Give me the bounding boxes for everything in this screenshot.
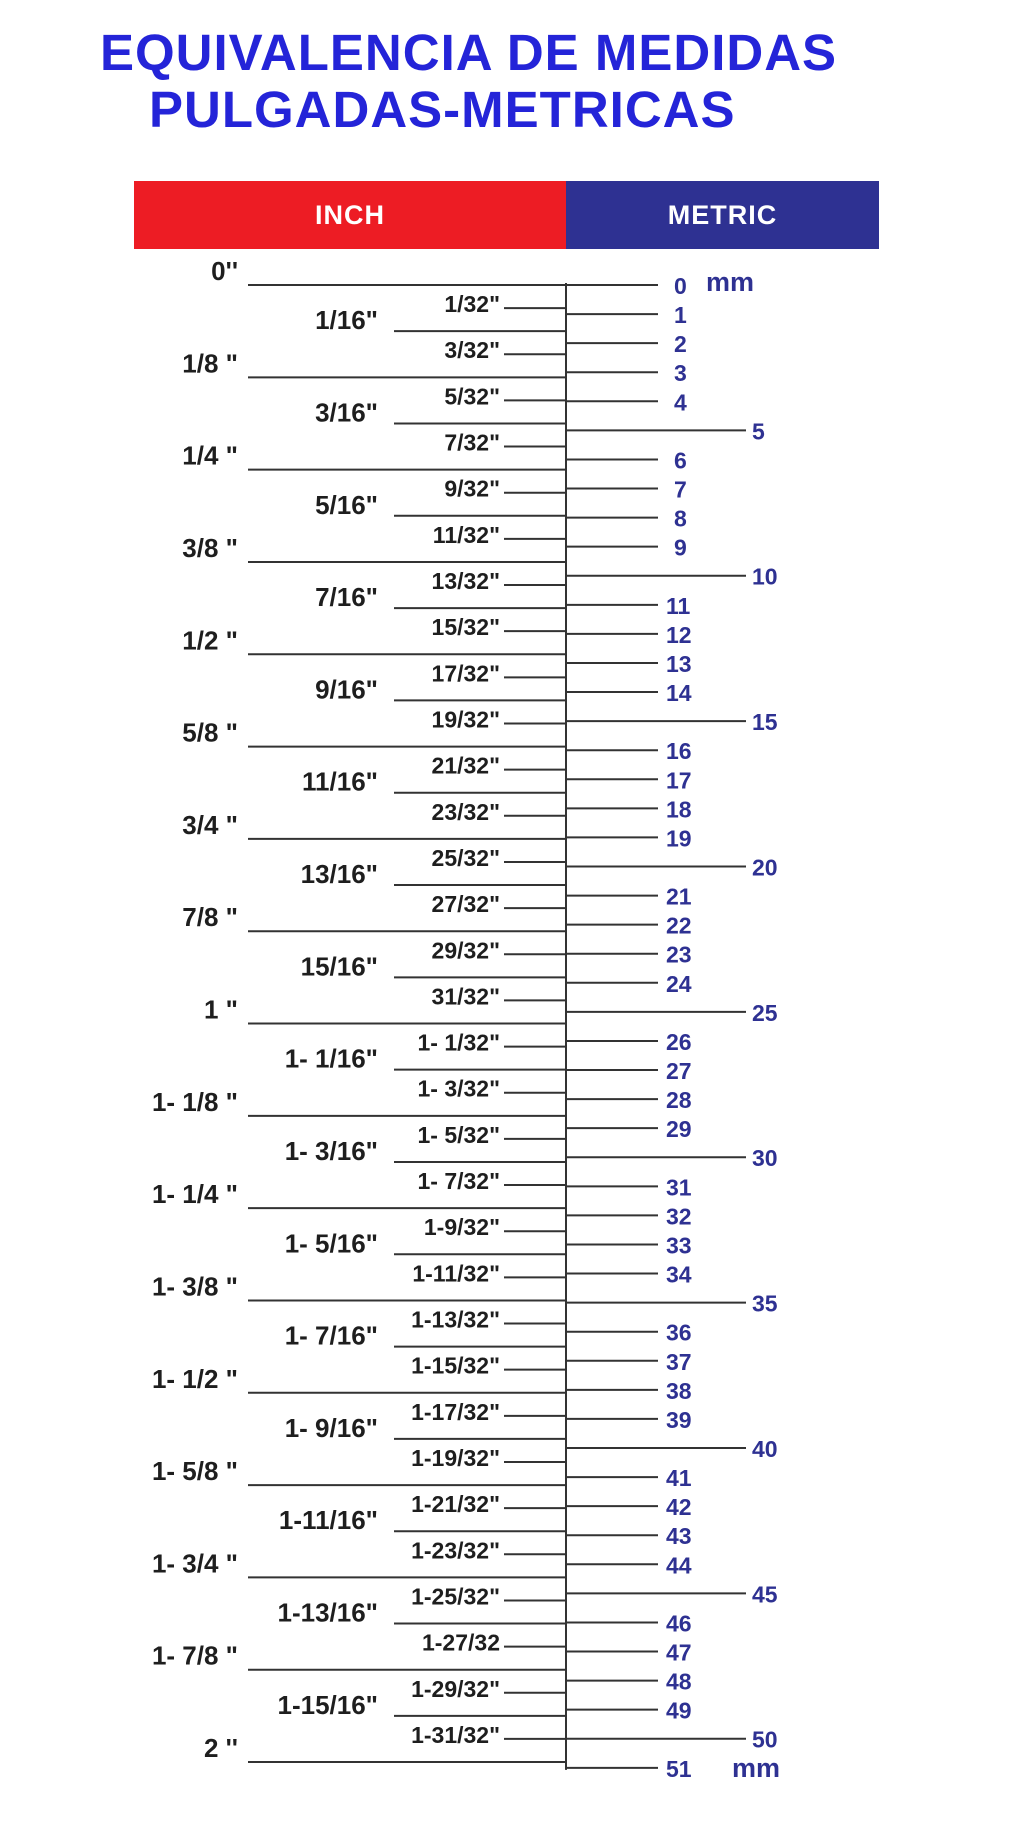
inch-major-label: 1/8 ": [182, 348, 238, 379]
mm-label: 17: [666, 767, 692, 794]
inch-major-label: 3/8 ": [182, 532, 238, 563]
mm-ticks: [566, 285, 746, 1768]
mm-label: 44: [666, 1552, 692, 1579]
inch-major-label: 1- 5/8 ": [151, 1456, 238, 1487]
inch-thirtysecond-label: 1-15/32": [411, 1352, 500, 1379]
inch-sixteenth-label: 1- 7/16": [284, 1320, 378, 1351]
mm-label: 46: [666, 1610, 692, 1637]
mm-label: 4: [674, 389, 687, 416]
inch-major-label: 1/4 ": [182, 440, 238, 471]
inch-thirtysecond-label: 11/32": [432, 521, 500, 548]
mm-label: 34: [666, 1261, 692, 1288]
inch-thirtysecond-label: 1-11/32": [412, 1260, 500, 1287]
mm-label: 11: [666, 592, 691, 619]
inch-thirtysecond-label: 1-27/32: [421, 1629, 500, 1656]
inch-major-label: 1- 7/8 ": [151, 1640, 238, 1671]
mm-label: 15: [752, 709, 778, 736]
mm-label: 49: [666, 1697, 692, 1724]
inch-sixteenth-label: 3/16": [315, 397, 378, 428]
inch-major-label: 1 ": [203, 994, 238, 1025]
inch-thirtysecond-label: 9/32": [444, 475, 500, 502]
mm-label: 22: [666, 912, 692, 939]
inch-thirtysecond-label: 1-25/32": [411, 1583, 500, 1610]
inch-thirtysecond-label: 31/32": [431, 983, 500, 1010]
inch-sixteenth-label: 9/16": [315, 674, 378, 705]
inch-thirtysecond-label: 19/32": [431, 706, 500, 733]
mm-label: 28: [666, 1087, 692, 1114]
mm-label: 8: [674, 505, 687, 532]
mm-unit-label-top: mm: [706, 267, 755, 297]
mm-label: 0: [674, 273, 687, 299]
inch-thirtysecond-label: 1- 5/32": [417, 1121, 500, 1148]
inch-major-label: 1- 1/4 ": [151, 1179, 238, 1210]
mm-label: 50: [752, 1726, 778, 1753]
mm-label: 1: [674, 302, 687, 329]
mm-label: 5: [752, 418, 765, 445]
mm-label: 48: [666, 1668, 692, 1695]
inch-thirtysecond-label: 1-29/32": [411, 1675, 500, 1702]
mm-label: 41: [666, 1465, 692, 1492]
inch-sixteenth-label: 11/16": [302, 766, 378, 797]
mm-label: 21: [666, 883, 692, 910]
mm-label: 23: [666, 941, 692, 968]
mm-label: 26: [666, 1028, 692, 1055]
inch-thirtysecond-label: 5/32": [444, 383, 500, 410]
mm-label: 2: [674, 331, 687, 358]
inch-thirtysecond-label: 1-19/32": [411, 1444, 500, 1471]
inch-sixteenth-label: 13/16": [300, 859, 378, 890]
inch-thirtysecond-label: 1- 7/32": [417, 1168, 500, 1195]
inch-sixteenth-label: 1- 5/16": [284, 1228, 378, 1259]
inch-sixteenth-label: 1- 3/16": [284, 1135, 378, 1166]
inch-thirtysecond-label: 1-17/32": [411, 1398, 500, 1425]
inch-thirtysecond-label: 1-13/32": [411, 1306, 500, 1333]
inch-thirtysecond-label: 7/32": [444, 429, 500, 456]
mm-label: 9: [674, 534, 687, 561]
inch-major-label: 1- 1/8 ": [151, 1086, 238, 1117]
inch-sixteenth-label: 7/16": [315, 582, 378, 613]
inch-thirtysecond-label: 3/32": [444, 337, 500, 364]
inch-major-label: 1- 3/8 ": [151, 1271, 238, 1302]
inch-major-label: 5/8 ": [182, 717, 238, 748]
inch-thirtysecond-label: 1-31/32": [411, 1721, 500, 1748]
inch-thirtysecond-label: 1-23/32": [411, 1537, 500, 1564]
inch-sixteenth-label: 1-15/16": [277, 1689, 378, 1720]
mm-label: 20: [752, 854, 778, 881]
mm-label: 16: [666, 738, 692, 765]
mm-label: 32: [666, 1203, 692, 1230]
mm-unit-label-bottom: mm: [732, 1752, 781, 1783]
mm-label: 40: [752, 1435, 778, 1462]
mm-label: 12: [666, 621, 692, 648]
inch-header-label: INCH: [315, 199, 385, 230]
mm-label: 38: [666, 1377, 692, 1404]
inch-sixteenth-label: 1-11/16": [278, 1505, 378, 1536]
mm-label: 45: [752, 1581, 778, 1608]
mm-label: 43: [666, 1523, 692, 1550]
inch-thirtysecond-label: 15/32": [431, 614, 500, 641]
metric-header-label: METRIC: [667, 199, 778, 230]
inch-thirtysecond-label: 1- 3/32": [417, 1075, 500, 1102]
mm-labels: [666, 273, 781, 1783]
inch-thirtysecond-label: 29/32": [431, 937, 500, 964]
inch-thirtysecond-label: 1-9/32": [423, 1214, 500, 1241]
mm-label: 18: [666, 796, 692, 823]
inch-sixteenth-label: 1- 9/16": [284, 1412, 378, 1443]
page-title-line-1: EQUIVALENCIA DE MEDIDAS: [100, 24, 838, 81]
inch-sixteenth-label: 1-13/16": [277, 1597, 378, 1628]
mm-label: 25: [752, 999, 778, 1026]
mm-label: 29: [666, 1116, 692, 1143]
inch-sixteenth-label: 5/16": [315, 489, 378, 520]
inch-major-label: 1- 1/2 ": [151, 1363, 238, 1394]
mm-label: 14: [666, 680, 692, 707]
mm-label: 3: [674, 360, 687, 387]
mm-label: 42: [666, 1494, 692, 1521]
mm-label: 6: [674, 447, 687, 474]
inch-sixteenth-label: 1- 1/16": [284, 1043, 378, 1074]
mm-label: 7: [674, 476, 687, 503]
inch-thirtysecond-label: 1/32": [444, 291, 500, 318]
inch-thirtysecond-label: 17/32": [431, 660, 500, 687]
mm-label: 39: [666, 1406, 692, 1433]
inch-major-label: 3/4 ": [182, 809, 238, 840]
inch-sixteenth-label: 15/16": [300, 951, 378, 982]
inch-major-label: 1- 3/4 ": [151, 1548, 238, 1579]
inch-thirtysecond-label: 13/32": [431, 568, 500, 595]
mm-label: 35: [752, 1290, 778, 1317]
inch-thirtysecond-label: 27/32": [431, 891, 500, 918]
mm-label: 37: [666, 1348, 692, 1375]
mm-label: 19: [666, 825, 692, 852]
inch-thirtysecond-label: 1-21/32": [411, 1491, 500, 1518]
mm-label: 27: [666, 1058, 692, 1085]
inch-thirtysecond-label: 21/32": [431, 752, 500, 779]
inch-sixteenth-label: 1/16": [315, 305, 378, 336]
inch-labels: [152, 256, 500, 1763]
mm-label: 36: [666, 1319, 692, 1346]
inch-thirtysecond-label: 23/32": [431, 798, 500, 825]
inch-major-label: 2 '': [203, 1733, 238, 1763]
page-title-line-2: PULGADAS-METRICAS: [149, 81, 736, 138]
inch-major-label: 7/8 ": [182, 902, 238, 933]
inch-major-label: 1/2 ": [182, 625, 238, 656]
mm-label: 24: [666, 970, 692, 997]
mm-label: 33: [666, 1232, 692, 1259]
inch-ticks: [248, 285, 566, 1762]
mm-label: 51: [666, 1755, 692, 1782]
mm-label: 13: [666, 650, 692, 677]
inch-major-label: 0'': [211, 256, 238, 286]
inch-thirtysecond-label: 1- 1/32": [417, 1029, 500, 1056]
mm-label: 47: [666, 1639, 692, 1666]
mm-label: 30: [752, 1145, 778, 1172]
mm-label: 10: [752, 563, 778, 590]
inch-thirtysecond-label: 25/32": [431, 844, 500, 871]
mm-label: 31: [666, 1174, 692, 1201]
